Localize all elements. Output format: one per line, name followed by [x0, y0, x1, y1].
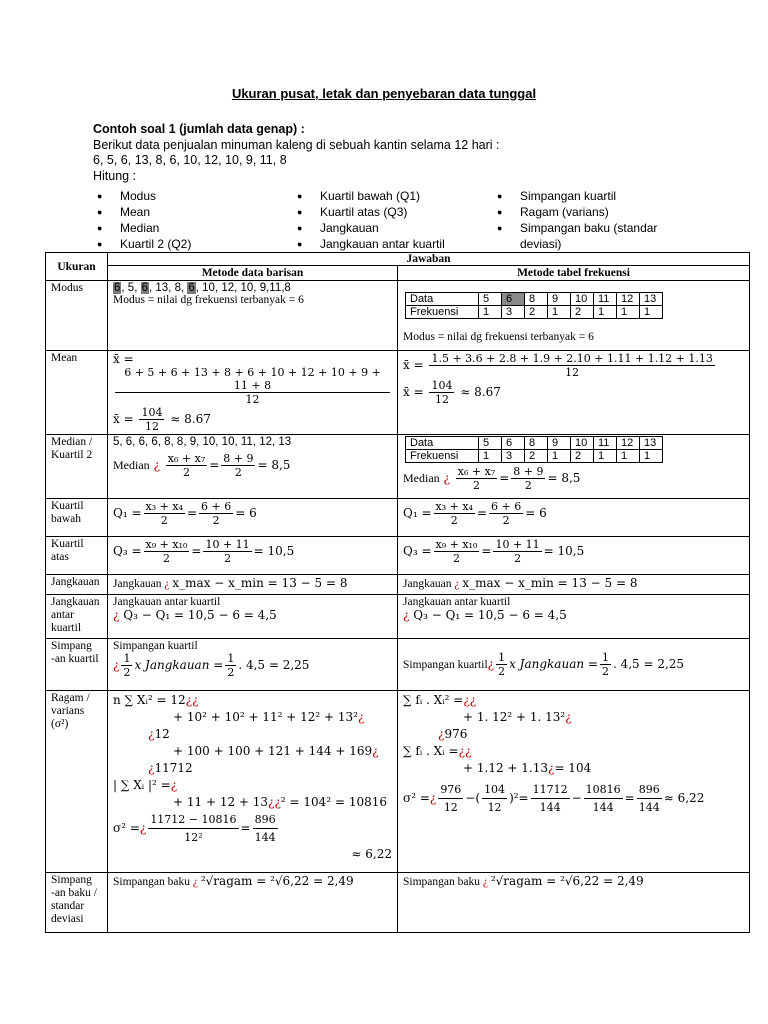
ragam-expr: + 100 + 100 + 121 + 144 + 169 — [173, 744, 373, 758]
ragam-line: | ∑ Xᵢ |² =¿ — [113, 778, 178, 792]
q1-barisan: Q₁ = $\frac{\text{x₃ + x₄}}{2}$ = $\frac{6 + 6}{2}$ = 6 — [108, 499, 398, 537]
denominator: 2 — [212, 514, 220, 527]
freq-cell: 2 — [571, 450, 594, 463]
sk-result: . 4,5 = 2,25 — [238, 658, 310, 672]
numerator: 976 — [438, 781, 463, 799]
task-item: ● Ragam (varians) — [493, 204, 657, 220]
freq-cell: 1 — [640, 306, 663, 319]
fraction — [456, 465, 497, 492]
q1-result: = 6 — [235, 506, 257, 520]
sk-formula: ¿ $\frac{1}{2}$ x Jangkauan = $\frac{1}{2}$ . 4,5 = 2,25 — [487, 651, 685, 678]
numerator: 10 + 11 — [205, 538, 250, 551]
fraction — [600, 651, 611, 678]
ragam-expr: 11712 — [154, 761, 193, 775]
median-result: = 8,5 — [257, 458, 291, 472]
sk-formula: ¿ $\frac{1}{2}$ x Jangkauan = $\frac{1}{2}$ . 4,5 = 2,25 — [113, 652, 310, 679]
numerator: 10816 — [584, 781, 623, 799]
freq-cell: 11 — [594, 293, 617, 306]
numerator: x₃ + x₄ — [435, 500, 473, 513]
freq-cell: 3 — [502, 306, 525, 319]
ragam-expr: + 11 + 12 + 13 — [173, 795, 269, 809]
denominator: 2 — [502, 514, 510, 527]
freq-data-row — [406, 293, 663, 306]
fraction — [221, 452, 255, 479]
row-label-line: Ragam / — [51, 692, 90, 704]
denominator: 12² — [184, 831, 203, 844]
ragam-line: ≈ 6,22 — [351, 847, 392, 861]
ragam-line: + 1. 12² + 1. 13²¿ — [463, 710, 572, 724]
denominator: 2 — [452, 552, 460, 565]
ragam-expr: ² = 104² = 10816 — [280, 795, 387, 809]
intro-line-2: 6, 5, 6, 13, 8, 6, 10, 12, 10, 9, 11, 8 — [93, 153, 287, 167]
ragam-barisan — [108, 691, 398, 873]
freq-cell: 2 — [525, 450, 548, 463]
row-simpangan-baku — [46, 873, 750, 933]
row-label — [46, 499, 108, 537]
freq-cell-highlighted: 6 — [502, 293, 525, 306]
median-prefix: Median — [403, 471, 440, 485]
median-formula: Median ¿ $\frac{\text{x₆ + x₇}}{2}$ = $\frac{8 + 9}{2}$ = 8,5 — [113, 452, 291, 479]
row-jangkauan-antar-kuartil — [46, 595, 750, 639]
denominator: 2 — [514, 552, 522, 565]
row-label-line: kuartil — [51, 622, 82, 634]
ragam-line: ∑ fᵢ . Xᵢ =¿¿ — [403, 744, 472, 758]
sk-text: Simpangan kuartil — [403, 659, 488, 671]
ragam-expr: 12 — [154, 727, 170, 741]
numerator: 6 + 6 — [201, 500, 232, 513]
approx-value: ≈ 8.67 — [170, 412, 211, 426]
numerator: 104 — [431, 379, 453, 392]
numerator: x₉ + x₁₀ — [145, 538, 188, 551]
modus-text-2: Modus = nilai dg frekuensi terbanyak = 6 — [403, 331, 594, 343]
numerator: 104 — [482, 781, 507, 799]
numerator: 6 + 5 + 6 + 13 + 8 + 6 + 10 + 12 + 10 + 9 + 11 + 8 — [115, 366, 390, 393]
numerator: 1 — [498, 651, 506, 664]
row-label — [46, 435, 108, 499]
numerator: 896 — [253, 811, 278, 829]
jak-barisan — [108, 595, 398, 639]
row-label-line: Kuartil 2 — [51, 449, 93, 461]
ragam-line: ∑ fᵢ . Xᵢ² =¿¿ — [403, 693, 477, 707]
fraction — [434, 538, 480, 565]
ragam-expr: + 1. 12² + 1. 13² — [463, 710, 566, 724]
numerator: 1.5 + 3.6 + 2.8 + 1.9 + 2.10 + 1.11 + 1.12 + 1.13 — [431, 352, 713, 365]
numerator: 8 + 9 — [223, 452, 254, 465]
page-title: Ukuran pusat, letak dan penyebaran data tunggal — [231, 86, 537, 101]
fraction — [489, 500, 523, 527]
mean-formula-1 — [403, 352, 744, 379]
row-label-line: Median / — [51, 436, 93, 448]
sk-text: Simpangan kuartil — [113, 640, 198, 652]
sk-result: . 4,5 = 2,25 — [612, 657, 685, 671]
q3-tabel: Q₃ = $\frac{\text{x₉ + x₁₀}}{2}$ = $\frac{10 + 11}{2}$ = 10,5 — [398, 537, 750, 575]
denominator: 144 — [592, 801, 614, 814]
freq-cell: 6 — [502, 437, 525, 450]
fraction — [139, 406, 164, 433]
freq-cell: 1 — [548, 306, 571, 319]
jak-tabel — [398, 595, 750, 639]
fraction — [144, 538, 190, 565]
freq-cell: 11 — [594, 437, 617, 450]
task-item: ● Kuartil atas (Q3) — [293, 204, 445, 220]
denominator: 12 — [487, 801, 502, 814]
fraction — [434, 500, 475, 527]
freq-cell: 10 — [571, 437, 594, 450]
highlighted-value: 6 — [141, 282, 148, 294]
example-heading: Contoh soal 1 (jumlah data genap) : — [93, 122, 305, 136]
freq-cell: 1 — [617, 450, 640, 463]
ragam-line: n ∑ Xᵢ² = 12¿¿ — [113, 693, 199, 707]
task-list — [93, 188, 693, 252]
denominator: 144 — [638, 801, 660, 814]
header-jawaban: Jawaban — [108, 253, 750, 266]
freq-label: Frekuensi — [406, 306, 479, 319]
fraction — [584, 781, 623, 816]
fraction — [144, 500, 185, 527]
numerator: x₉ + x₁₀ — [435, 538, 478, 551]
xbar-symbol: x̄ = — [403, 358, 424, 372]
xbar-symbol: x̄ = — [113, 352, 134, 366]
modus-barisan — [108, 281, 398, 351]
fraction — [429, 352, 714, 379]
row-label-line: deviasi — [51, 913, 84, 925]
freq-cell: 1 — [594, 306, 617, 319]
intro-line-3: Hitung : — [93, 168, 137, 183]
denominator: 2 — [224, 552, 232, 565]
ragam-line: + 100 + 100 + 121 + 144 + 169¿ — [173, 744, 379, 758]
row-label — [46, 595, 108, 639]
jangkauan-text: Jangkauan — [403, 578, 452, 590]
fraction — [225, 652, 236, 679]
row-label-line: Kuartil — [51, 500, 84, 512]
row-label: Modus — [46, 281, 108, 351]
row-ragam — [46, 691, 750, 873]
sequence-text: , 5, — [121, 282, 141, 294]
numerator: 10 + 11 — [495, 538, 540, 551]
denominator: 144 — [539, 801, 561, 814]
row-modus — [46, 281, 750, 351]
fraction — [148, 811, 238, 846]
sb-text: Simpangan baku — [403, 876, 480, 888]
header-metode-barisan: Metode data barisan — [108, 266, 398, 281]
fraction — [496, 651, 507, 678]
freq-label: Data — [406, 293, 479, 306]
freq-cell: 1 — [640, 450, 663, 463]
fraction — [511, 465, 545, 492]
denominator: 12 — [443, 801, 458, 814]
jak-formula: ¿ Q₃ − Q₁ = 10,5 − 6 = 4,5 — [403, 608, 567, 622]
row-jangkauan — [46, 575, 750, 595]
ragam-line: σ² =¿ $\frac{976}{12}$ −( $\frac{104}{12}$ )²= $\frac{11712}{144}$ − $\frac{10816}{144}$ = $\frac{896}{144}$ ≈ 6,22 — [403, 783, 705, 814]
freq-cell: 8 — [525, 293, 548, 306]
sk-mid: x Jangkauan = — [509, 657, 598, 671]
numerator: 8 + 9 — [513, 465, 544, 478]
freq-cell: 12 — [617, 437, 640, 450]
mean-formula-2 — [113, 406, 392, 433]
q3-lhs: Q₃ = — [403, 544, 432, 558]
q1-lhs: Q₁ = — [403, 506, 432, 520]
denominator: 2 — [498, 665, 506, 678]
task-column-1 — [93, 188, 191, 252]
row-median — [46, 435, 750, 499]
row-label-line: atas — [51, 551, 69, 563]
ragam-line: + 11 + 12 + 13¿¿² = 104² = 10816 — [173, 795, 387, 809]
denominator: 2 — [123, 666, 131, 679]
numerator: 104 — [141, 406, 163, 419]
denominator: 2 — [601, 665, 609, 678]
fraction — [121, 652, 132, 679]
xbar-symbol: x̄ = — [403, 385, 424, 399]
task-item-continued: deviasi) — [520, 237, 562, 251]
ragam-expr: + 10² + 10² + 11² + 12² + 13² — [173, 710, 359, 724]
denominator: 144 — [254, 831, 276, 844]
header-row-1 — [46, 253, 750, 266]
task-item: ● Simpangan baku (standar — [493, 220, 657, 236]
row-label — [46, 873, 108, 933]
fraction — [531, 781, 570, 816]
jangkauan-expr: x_max − x_min = 13 − 5 = 8 — [172, 576, 348, 590]
row-label-line: varians — [51, 705, 85, 717]
task-item: ● Jangkauan — [293, 220, 445, 236]
q3-result: = 10,5 — [543, 544, 585, 558]
header-metode-tabel: Metode tabel frekuensi — [398, 266, 750, 281]
sk-mid: x Jangkauan = — [134, 658, 224, 672]
row-label-line: Kuartil — [51, 538, 84, 550]
q1-result: = 6 — [525, 506, 547, 520]
fraction — [199, 500, 233, 527]
fraction — [166, 452, 207, 479]
sb-barisan: Simpangan baku ¿ ²√ragam = ²√6,22 = 2,49 — [108, 873, 398, 933]
jangkauan-barisan: Jangkauan ¿ x_max − x_min = 13 − 5 = 8 — [108, 575, 398, 595]
jangkauan-text: Jangkauan — [113, 578, 162, 590]
median-result: = 8,5 — [547, 471, 581, 485]
freq-cell: 13 — [640, 437, 663, 450]
q3-lhs: Q₃ = — [113, 544, 142, 558]
freq-cell: 5 — [479, 437, 502, 450]
denominator: 12 — [565, 366, 580, 379]
fraction — [203, 538, 251, 565]
freq-cell: 1 — [548, 450, 571, 463]
frequency-table — [405, 292, 663, 319]
freq-cell: 1 — [479, 450, 502, 463]
intro-line-1: Berikut data penjualan minuman kaleng di sebuah kantin selama 12 hari : — [93, 137, 500, 152]
denominator: 12 — [434, 393, 449, 406]
ragam-expr: n ∑ Xᵢ² = 12 — [113, 693, 186, 707]
denominator: 12 — [245, 393, 260, 406]
header-ukuran: Ukuran — [46, 253, 108, 281]
row-mean — [46, 351, 750, 435]
q1-tabel: Q₁ = $\frac{\text{x₃ + x₄}}{2}$ = $\frac{6 + 6}{2}$ = 6 — [398, 499, 750, 537]
sequence-text: , 13, 8, — [149, 282, 188, 294]
freq-cell: 13 — [640, 293, 663, 306]
ragam-expr: | ∑ Xᵢ |² = — [113, 778, 171, 792]
sk-tabel — [398, 639, 750, 691]
fraction — [493, 538, 541, 565]
numerator: 1 — [123, 652, 131, 665]
ragam-expr: + 1.12 + 1.13 — [463, 761, 548, 775]
mean-formula-1 — [113, 352, 392, 406]
ragam-expr: σ² = — [403, 791, 430, 805]
denominator: 2 — [182, 466, 190, 479]
numerator: x₆ + x₇ — [167, 452, 206, 465]
fraction — [438, 781, 463, 816]
row-label-line: standar — [51, 900, 85, 912]
freq-cell: 8 — [525, 437, 548, 450]
numerator: x₃ + x₄ — [145, 500, 183, 513]
modus-sequence — [113, 282, 392, 294]
ragam-line: + 10² + 10² + 11² + 12² + 13²¿ — [173, 710, 365, 724]
approx-value: ≈ 8.67 — [460, 385, 501, 399]
row-label-line: Simpang — [51, 874, 92, 886]
task-item: ● Modus — [93, 188, 191, 204]
task-column-3 — [493, 188, 657, 252]
q3-result: = 10,5 — [253, 544, 295, 558]
denominator: 2 — [162, 552, 170, 565]
freq-cell: 2 — [525, 306, 548, 319]
frequency-table — [405, 436, 663, 463]
row-label-line: antar — [51, 609, 74, 621]
ragam-result: ≈ 6,22 — [663, 791, 705, 805]
freq-cell: 1 — [594, 450, 617, 463]
task-item: ● Jangkauan antar kuartil — [293, 236, 445, 252]
ragam-line: σ² =¿ $\frac{11712 - 10816}{\text{12²}}$ = $\frac{896}{144}$ — [113, 813, 276, 844]
fraction — [637, 781, 662, 816]
modus-tabel — [398, 281, 750, 351]
denominator: 2 — [160, 514, 168, 527]
fraction — [429, 379, 454, 406]
jak-expr: Q₃ − Q₁ = 10,5 − 6 = 4,5 — [123, 608, 277, 622]
freq-cell: 2 — [571, 306, 594, 319]
header-row-2 — [46, 266, 750, 281]
row-label-line: bawah — [51, 513, 82, 525]
ragam-line: ¿12 — [148, 727, 170, 741]
numerator: 1 — [601, 651, 609, 664]
freq-cell: 9 — [548, 437, 571, 450]
jak-text: Jangkauan antar kuartil — [403, 596, 511, 608]
ragam-tabel — [398, 691, 750, 873]
row-label-line: -an kuartil — [51, 653, 99, 665]
ragam-line: ¿11712 — [148, 761, 193, 775]
task-item: ● Median — [93, 220, 191, 236]
ragam-expr: ∑ fᵢ . Xᵢ = — [403, 744, 459, 758]
q1-lhs: Q₁ = — [113, 506, 142, 520]
freq-frek-row — [406, 306, 663, 319]
median-prefix: Median — [113, 458, 150, 472]
numerator: 6 + 6 — [491, 500, 522, 513]
median-tabel — [398, 435, 750, 499]
sb-expr: ²√ragam = ²√6,22 = 2,49 — [200, 874, 354, 888]
ragam-expr: = 104 — [554, 761, 592, 775]
fraction — [115, 366, 390, 406]
denominator: 2 — [450, 514, 458, 527]
numerator: 896 — [637, 781, 662, 799]
numerator: 11712 − 10816 — [148, 811, 238, 829]
modus-text: Modus = nilai dg frekuensi terbanyak = 6 — [113, 294, 304, 306]
freq-label: Data — [406, 437, 479, 450]
freq-cell: 10 — [571, 293, 594, 306]
ragam-expr: ∑ fᵢ . Xᵢ² = — [403, 693, 464, 707]
denominator: 2 — [227, 666, 235, 679]
sb-tabel: Simpangan baku ¿ ²√ragam = ²√6,22 = 2,49 — [398, 873, 750, 933]
denominator: 2 — [472, 479, 480, 492]
row-label — [46, 537, 108, 575]
row-kuartil-atas — [46, 537, 750, 575]
task-column-2 — [293, 188, 445, 252]
row-simpangan-kuartil — [46, 639, 750, 691]
task-item: ● Simpangan kuartil — [493, 188, 657, 204]
denominator: 2 — [234, 466, 242, 479]
freq-cell: 1 — [479, 306, 502, 319]
freq-frek-row — [406, 450, 663, 463]
row-label — [46, 639, 108, 691]
jak-text: Jangkauan antar kuartil — [113, 596, 221, 608]
freq-cell: 9 — [548, 293, 571, 306]
sequence-text: , 10, 12, 10, 9,11,8 — [195, 282, 291, 294]
fraction — [482, 781, 507, 816]
mean-barisan — [108, 351, 398, 435]
highlighted-value: 6 — [114, 282, 121, 294]
freq-cell: 5 — [479, 293, 502, 306]
task-item: ● Mean — [93, 204, 191, 220]
freq-data-row — [406, 437, 663, 450]
sk-barisan — [108, 639, 398, 691]
ragam-line: + 1.12 + 1.13¿= 104 — [463, 761, 592, 775]
jangkauan-tabel: Jangkauan ¿ x_max − x_min = 13 − 5 = 8 — [398, 575, 750, 595]
numerator: x₆ + x₇ — [457, 465, 496, 478]
freq-cell: 12 — [617, 293, 640, 306]
jangkauan-expr: x_max − x_min = 13 − 5 = 8 — [462, 576, 638, 590]
ragam-line: ¿976 — [438, 727, 468, 741]
denominator: 2 — [524, 479, 532, 492]
row-label-line: (σ²) — [51, 718, 69, 730]
mean-formula-2 — [403, 379, 744, 406]
median-formula: Median ¿ $\frac{\text{x₆ + x₇}}{2}$ = $\frac{8 + 9}{2}$ = 8,5 — [403, 465, 581, 492]
freq-cell: 3 — [502, 450, 525, 463]
denominator: 12 — [144, 420, 159, 433]
jak-expr: Q₃ − Q₁ = 10,5 − 6 = 4,5 — [413, 608, 567, 622]
q3-barisan: Q₃ = $\frac{\text{x₉ + x₁₀}}{2}$ = $\frac{10 + 11}{2}$ = 10,5 — [108, 537, 398, 575]
numerator: 11712 — [531, 781, 570, 799]
xbar-symbol: x̄ = — [113, 412, 134, 426]
fraction — [253, 811, 278, 846]
median-sorted-data: 5, 6, 6, 6, 8, 8, 9, 10, 10, 11, 12, 13 — [113, 436, 292, 448]
row-kuartil-bawah — [46, 499, 750, 537]
ragam-expr: 976 — [444, 727, 468, 741]
median-barisan — [108, 435, 398, 499]
jak-formula: ¿ Q₃ − Q₁ = 10,5 − 6 = 4,5 — [113, 608, 277, 622]
freq-label: Frekuensi — [406, 450, 479, 463]
sb-text: Simpangan baku — [113, 876, 190, 888]
row-label: Mean — [46, 351, 108, 435]
numerator: 1 — [227, 652, 235, 665]
task-item: ● Kuartil bawah (Q1) — [293, 188, 445, 204]
intro-block — [93, 122, 500, 184]
row-label — [46, 691, 108, 873]
freq-cell: 1 — [617, 306, 640, 319]
row-label: Jangkauan — [46, 575, 108, 595]
row-label-line: Jangkauan — [51, 596, 100, 608]
row-label-line: Simpang — [51, 640, 92, 652]
ragam-expr: σ² = — [113, 821, 140, 835]
sb-expr: ²√ragam = ²√6,22 = 2,49 — [490, 874, 644, 888]
mean-tabel — [398, 351, 750, 435]
solution-table — [45, 252, 750, 933]
task-item: ● Kuartil 2 (Q2) — [93, 236, 191, 252]
row-label-line: -an baku / — [51, 887, 97, 899]
highlighted-value: 6 — [188, 282, 195, 294]
